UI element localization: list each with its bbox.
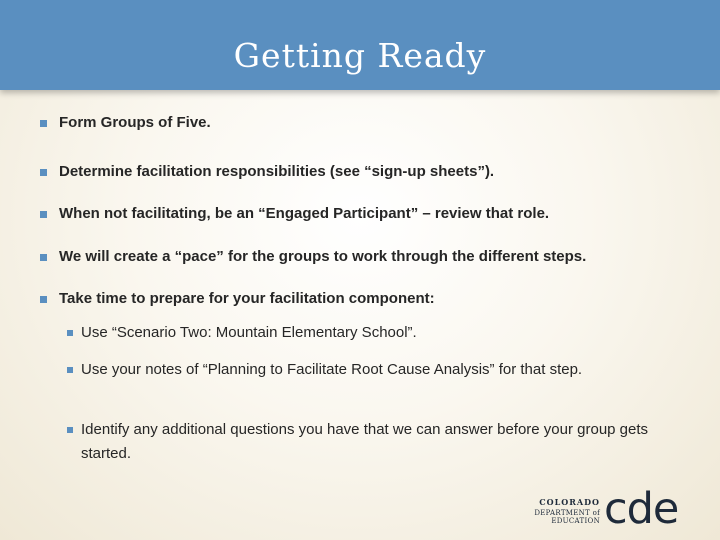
logo-line-department: DEPARTMENT of EDUCATION xyxy=(534,509,600,525)
cde-logo xyxy=(488,484,700,534)
bullet-marker xyxy=(40,296,47,303)
bullet-text: Form Groups of Five. xyxy=(59,114,211,131)
logo-mark: cde xyxy=(604,484,679,534)
sub-bullet-text: Use your notes of “Planning to Facilitate Root Cause Analysis” for that step. xyxy=(81,361,583,378)
title-bar xyxy=(0,0,720,90)
sub-bullet-marker xyxy=(67,330,73,336)
bullet-text: Take time to prepare for your facilitation component: xyxy=(59,290,435,307)
logo-text xyxy=(488,497,600,525)
sub-bullet-text: Identify any additional questions you have that we can answer before your group gets started. xyxy=(81,421,649,462)
bullet-marker xyxy=(40,211,47,218)
sub-bullet-marker xyxy=(67,367,73,373)
slide-title: Getting Ready xyxy=(233,36,487,75)
sub-bullet-text: Use “Scenario Two: Mountain Elementary School”. xyxy=(81,324,417,341)
bullet-text: We will create a “pace” for the groups to work through the different steps. xyxy=(59,248,587,265)
bullet-marker xyxy=(40,254,47,261)
bullet-marker xyxy=(40,120,47,127)
sub-bullet-marker xyxy=(67,427,73,433)
bullet-text: Determine facilitation responsibilities (see “sign-up sheets”). xyxy=(59,163,495,180)
bullet-text: When not facilitating, be an “Engaged Participant” – review that role. xyxy=(59,205,550,222)
bullet-marker xyxy=(40,169,47,176)
logo-line-colorado: COLORADO xyxy=(539,497,600,507)
